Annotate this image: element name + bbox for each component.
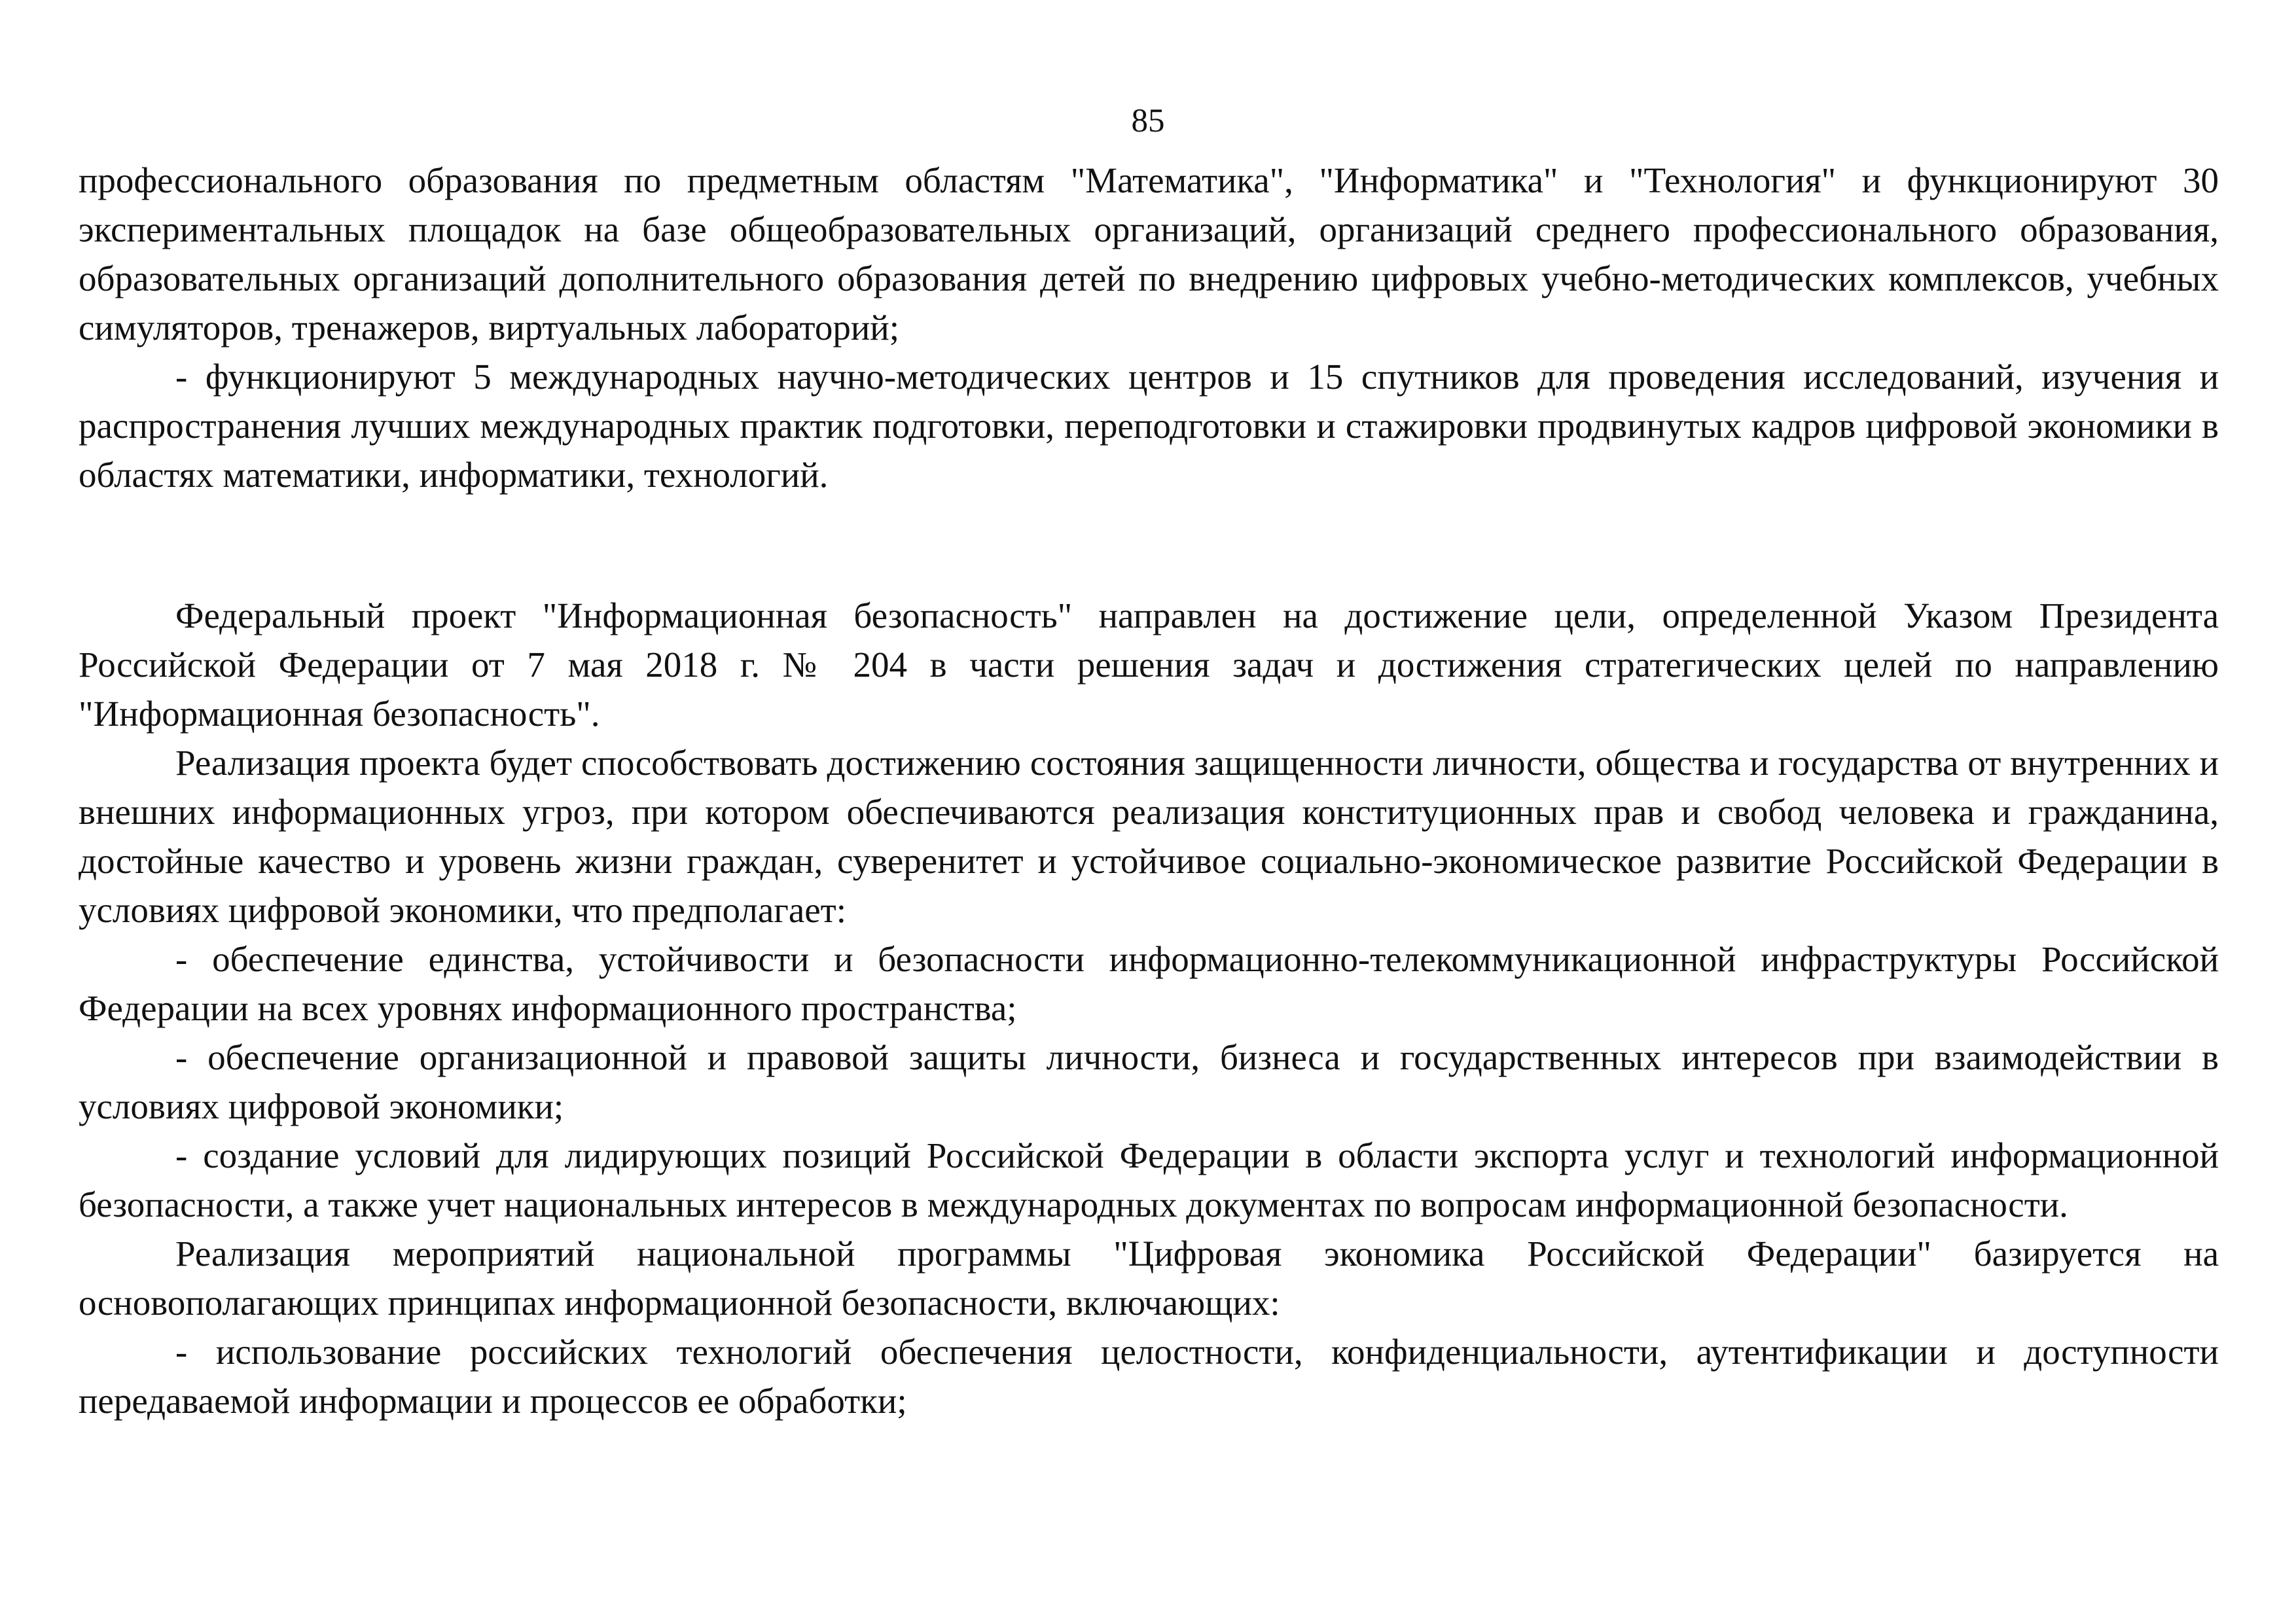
list-item-infrastructure: - обеспечение единства, устойчивости и безопасности информационно-телекоммуникационной инфраструктуры Российской Федерации на всех уровнях информационного пространства; [79,939,2219,1028]
paragraph-program-principles: Реализация мероприятий национальной программы "Цифровая экономика Российской Федерации" базируется на основополагающих принципах информационной безопасности, включающих: [79,1234,2219,1323]
list-item-international-centers: - функционируют 5 международных научно-методических центров и 15 спутников для проведения исследований, изучения и распространения лучших международных практик подготовки, переподготовки и стажировки продвинутых кадров цифровой экономики в областях математики, информатики, технологий. [79,357,2219,495]
list-item-export-conditions: - создание условий для лидирующих позиций Российской Федерации в области экспорта услуг и технологий информационной безопасности, а также учет национальных интересов в международных документах по вопросам информационной безопасности. [79,1135,2219,1224]
page-number: 85 [1131,103,1165,139]
section-gap [79,499,2219,591]
paragraph-project-implementation: Реализация проекта будет способствовать достижению состояния защищенности личности, общества и государства от внутренних и внешних информационных угроз, при котором обеспечиваются реализация конституционных прав и свобод человека и гражданина, достойные качество и уровень жизни граждан, суверенитет и устойчивое социально-экономическое развитие Российской Федерации в условиях цифровой экономики, что предполагает: [79,743,2219,930]
list-item-legal-protection: - обеспечение организационной и правовой защиты личности, бизнеса и государственных интересов при взаимодействии в условиях цифровой экономики; [79,1037,2219,1126]
list-item-russian-technologies: - использование российских технологий обеспечения целостности, конфиденциальности, аутентификации и доступности передаваемой информации и процессов ее обработки; [79,1332,2219,1421]
paragraph-federal-project: Федеральный проект "Информационная безопасность" направлен на достижение цели, определенной Указом Президента Российской Федерации от 7 мая 2018 г. № 204 в части решения задач и достижения стратегических целей по направлению "Информационная безопасность". [79,596,2219,734]
document-body [79,156,2219,1425]
paragraph-continuation: профессионального образования по предметным областям "Математика", "Информатика" и "Технология" и функционируют 30 экспериментальных площадок на базе общеобразовательных организаций, организаций среднего профессионального образования, образовательных организаций дополнительного образования детей по внедрению цифровых учебно-методических комплексов, учебных симуляторов, тренажеров, виртуальных лабораторий; [79,160,2219,348]
